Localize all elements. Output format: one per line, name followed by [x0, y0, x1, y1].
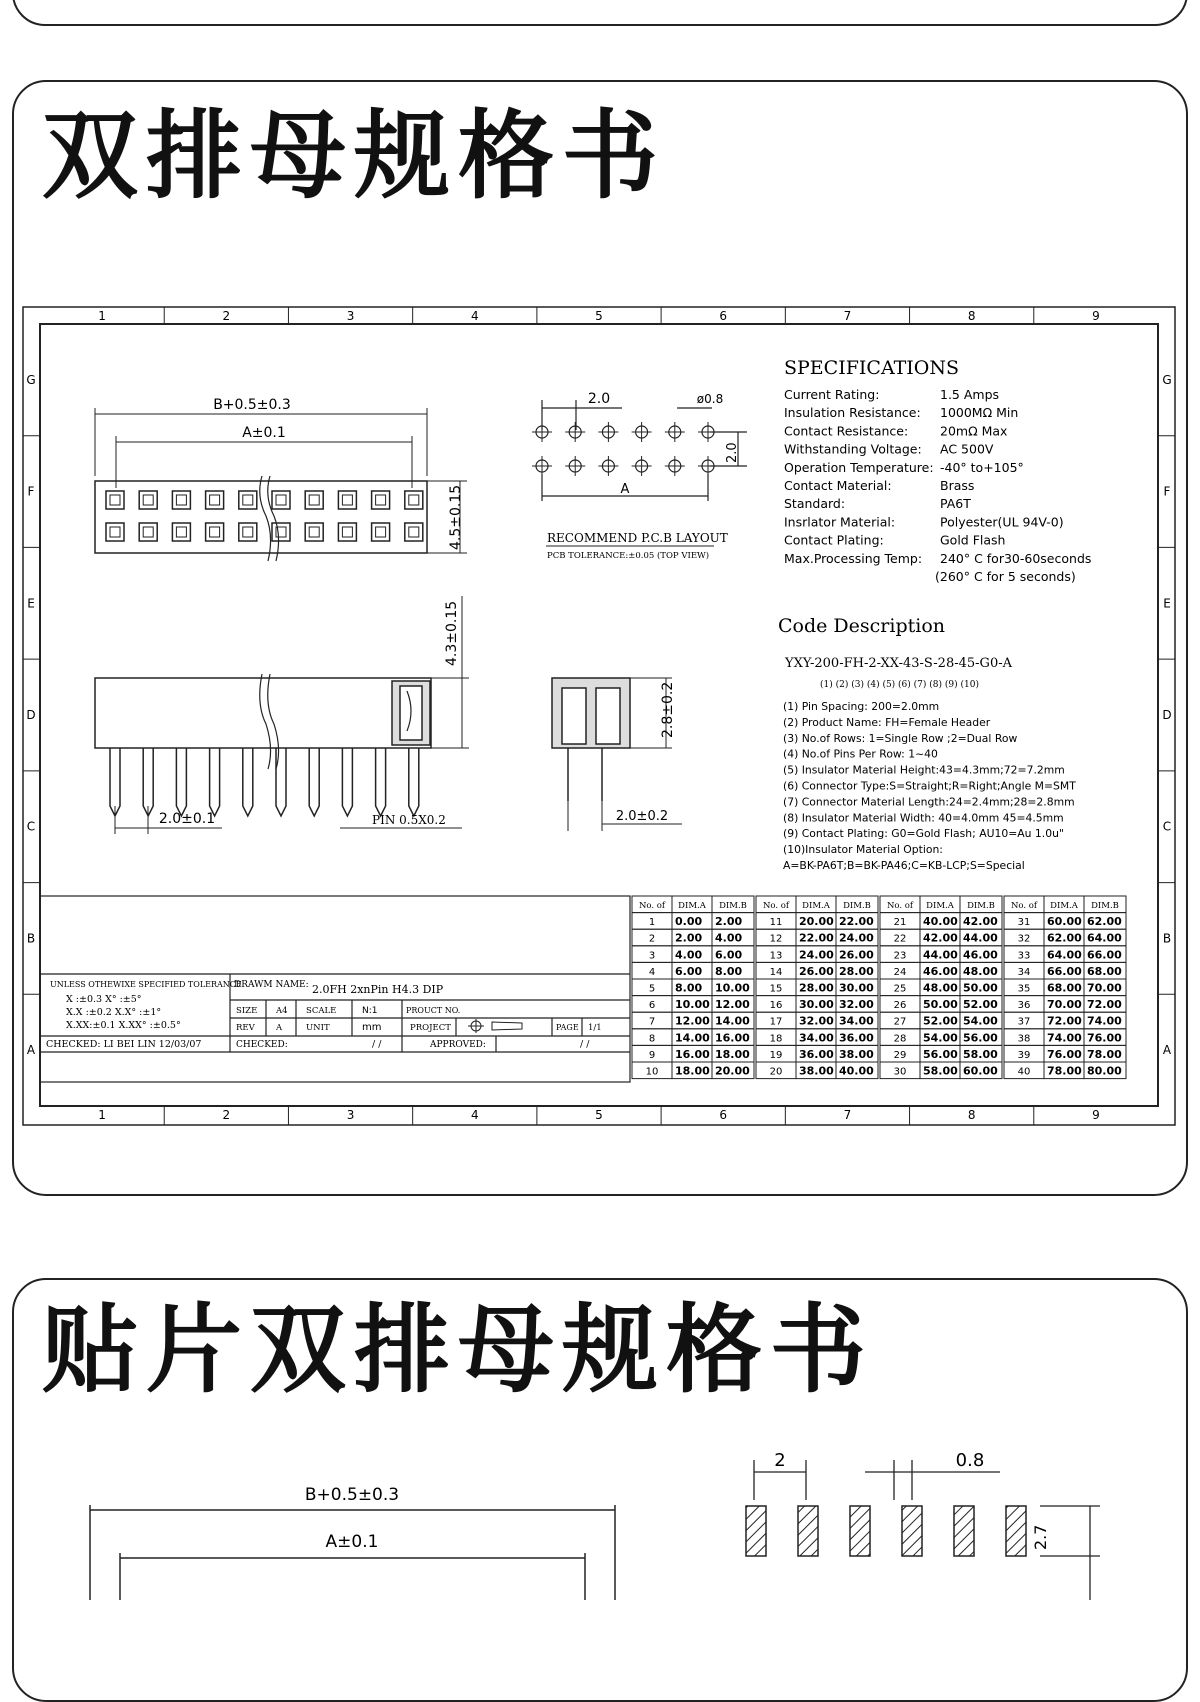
spec-label: Contact Resistance:	[784, 423, 909, 439]
checked-label: CHECKED:	[236, 1040, 288, 1050]
spec-value: 20mΩ Max	[940, 423, 1008, 439]
code-item: (5) Insulator Material Height:43=4.3mm;72=7.2mm	[783, 763, 1065, 777]
table-cell: 70.00	[1047, 998, 1082, 1012]
smd-pad	[850, 1506, 870, 1556]
code-item: (8) Insulator Material Width: 40=4.0mm 45=4.5mm	[783, 811, 1064, 825]
pcb-hole: ø0.8	[696, 392, 724, 406]
pin-socket	[405, 523, 423, 541]
table-cell: 62.00	[1087, 915, 1122, 929]
table-cell: 2	[648, 933, 656, 945]
pin-socket	[239, 491, 257, 509]
table-cell: 8.00	[715, 964, 743, 978]
table-cell: 42.00	[923, 931, 958, 945]
table-cell: 54.00	[963, 1014, 998, 1028]
table-cell: 7	[648, 1016, 656, 1028]
grid-column-label: 1	[98, 309, 106, 323]
spec-value: Polyester(UL 94V-0)	[940, 514, 1064, 530]
table-cell: 46.00	[963, 948, 998, 962]
pin-socket	[338, 491, 356, 509]
projection-symbol-icon	[468, 1019, 522, 1033]
table-cell: 6	[648, 1000, 656, 1012]
table-cell: 29	[893, 1049, 907, 1061]
table-cell: 8.00	[675, 981, 703, 995]
tolerance-row: X.X :±0.2 X.X° :±1°	[66, 1007, 162, 1018]
tolerance-title: UNLESS OTHEWIXE SPECIFIED TOLERANCE	[50, 980, 242, 989]
grid-column-label: 4	[470, 309, 479, 323]
table-cell: 16.00	[715, 1031, 750, 1045]
pin-lead	[342, 748, 352, 816]
table-cell: 36.00	[839, 1031, 874, 1045]
table-cell: 52.00	[923, 1014, 958, 1028]
page-value: 1/1	[588, 1023, 602, 1033]
table-cell: 38	[1017, 1033, 1031, 1045]
table-cell: 35	[1017, 983, 1031, 995]
table-cell: 11	[769, 917, 783, 929]
smd-pad	[798, 1506, 818, 1556]
spec-value: 240° C for30-60seconds	[940, 550, 1092, 566]
unit-label: UNIT	[306, 1023, 330, 1033]
side-pitch-label: 2.0±0.1	[158, 811, 216, 827]
unit-value: mm	[362, 1022, 382, 1033]
table-cell: 22.00	[839, 915, 874, 929]
table-cell: 40	[1017, 1066, 1031, 1078]
side-view	[95, 596, 469, 834]
grid-column-label: 1	[98, 1108, 106, 1122]
table-cell: 16.00	[675, 1047, 710, 1061]
pin-lead	[143, 748, 153, 816]
pin-lead	[409, 748, 419, 816]
grid-row-label: C	[26, 819, 36, 834]
table-cell: 78.00	[1087, 1047, 1122, 1061]
smd-drawing	[40, 1410, 1160, 1600]
table-cell: 2.00	[715, 915, 743, 929]
table-cell: 13	[769, 950, 783, 962]
pin-socket	[405, 491, 423, 509]
table-cell: 27	[893, 1016, 907, 1028]
code-item: (1) Pin Spacing: 200=2.0mm	[783, 700, 940, 713]
end-pitch-label: 2.0±0.2	[615, 809, 669, 824]
pcb-row-pitch: 2.0	[725, 442, 740, 463]
grid-row-label: C	[1162, 819, 1172, 834]
table-cell: 12	[769, 933, 783, 945]
scale-label: SCALE	[306, 1006, 337, 1016]
smd-pad-width: 0.8	[955, 1450, 985, 1471]
table-cell: 56.00	[963, 1031, 998, 1045]
table-cell: 28	[893, 1033, 907, 1045]
code-item: (9) Contact Plating: G0=Gold Flash; AU10=Au 1.0u"	[783, 827, 1064, 841]
table-cell: 26	[893, 1000, 907, 1012]
grid-column-label: 9	[1092, 1108, 1100, 1122]
pin-socket	[206, 523, 224, 541]
project-label: PROJECT	[410, 1023, 451, 1033]
pin-socket	[372, 491, 390, 509]
table-cell: 18	[769, 1033, 783, 1045]
pin-lead	[309, 748, 319, 816]
table-cell: 20	[769, 1066, 783, 1078]
table-cell: 30.00	[839, 981, 874, 995]
table-cell: 39	[1017, 1049, 1031, 1061]
pin-socket	[139, 523, 157, 541]
pin-socket	[206, 491, 224, 509]
table-header: DIM.B	[843, 901, 871, 911]
pin-socket	[172, 491, 190, 509]
size-label: SIZE	[236, 1006, 258, 1016]
checked-by: CHECKED: LI BEI LIN 12/03/07	[46, 1039, 202, 1050]
table-cell: 52.00	[963, 998, 998, 1012]
previous-section-card	[12, 0, 1188, 26]
table-cell: 28.00	[799, 981, 834, 995]
table-cell: 5	[648, 983, 656, 995]
grid-row-label: B	[1162, 931, 1172, 946]
table-cell: 42.00	[963, 915, 998, 929]
table-cell: 60.00	[1047, 915, 1082, 929]
table-header: No. of	[762, 901, 790, 911]
table-header: No. of	[638, 901, 666, 911]
table-cell: 80.00	[1087, 1064, 1122, 1078]
grid-column-label: 4	[470, 1108, 479, 1122]
grid-column-label: 7	[843, 1108, 852, 1122]
dimension-table	[632, 896, 1126, 1079]
spec-value: 1.5 Amps	[940, 387, 1000, 402]
table-header: DIM.A	[678, 901, 706, 911]
table-cell: 66.00	[1047, 964, 1082, 978]
checked-date: / /	[372, 1039, 382, 1050]
smd-dim-b: B+0.5±0.3	[304, 1485, 400, 1505]
table-cell: 6.00	[675, 964, 703, 978]
table-cell: 20.00	[715, 1064, 750, 1078]
pin-lead	[176, 748, 186, 816]
pin-lead	[276, 748, 286, 816]
table-cell: 56.00	[923, 1047, 958, 1061]
spec-label: Contact Plating:	[784, 532, 884, 548]
table-header: DIM.B	[967, 901, 995, 911]
code-item: (3) No.of Rows: 1=Single Row ;2=Dual Row	[783, 731, 1018, 745]
table-cell: 19	[769, 1049, 783, 1061]
grid-row-label: F	[1163, 484, 1171, 499]
table-cell: 33	[1017, 950, 1031, 962]
table-cell: 38.00	[839, 1047, 874, 1061]
grid-column-label: 8	[967, 309, 976, 323]
pin-socket	[172, 523, 190, 541]
spec-value: PA6T	[940, 496, 971, 512]
table-cell: 48.00	[963, 964, 998, 978]
spec-value: 1000MΩ Min	[940, 405, 1019, 421]
table-cell: 12.00	[675, 1014, 710, 1028]
dim-b-label: B+0.5±0.3	[213, 397, 291, 413]
side-height-label: 4.3±0.15	[444, 600, 460, 666]
table-cell: 18.00	[715, 1047, 750, 1061]
pin-socket	[305, 523, 323, 541]
table-cell: 17	[769, 1016, 783, 1028]
pin-lead	[110, 748, 120, 816]
page-label: PAGE	[556, 1023, 579, 1032]
table-cell: 4.00	[675, 948, 703, 962]
table-cell: 22	[893, 933, 907, 945]
grid-row-label: E	[27, 596, 35, 611]
table-cell: 16	[769, 1000, 783, 1012]
code-item: (6) Connector Type:S=Straight;R=Right;Angle M=SMT	[783, 779, 1076, 793]
table-cell: 4	[648, 966, 656, 978]
table-cell: 18.00	[675, 1064, 710, 1078]
table-header: DIM.B	[1091, 901, 1119, 911]
table-cell: 15	[769, 983, 783, 995]
grid-row-label: F	[27, 484, 35, 499]
spec-label: Insulation Resistance:	[784, 405, 921, 421]
table-cell: 58.00	[963, 1047, 998, 1061]
grid-column-label: 3	[346, 1108, 355, 1122]
pcb-span: A	[620, 482, 630, 497]
table-cell: 70.00	[1087, 981, 1122, 995]
table-cell: 8	[648, 1033, 656, 1045]
grid-row-label: B	[26, 931, 36, 946]
table-cell: 64.00	[1087, 931, 1122, 945]
table-header: DIM.A	[1050, 901, 1078, 911]
pin-socket	[106, 523, 124, 541]
table-cell: 72.00	[1087, 998, 1122, 1012]
grid-column-label: 8	[967, 1108, 976, 1122]
pin-socket	[305, 491, 323, 509]
table-cell: 38.00	[799, 1064, 834, 1078]
table-cell: 24.00	[839, 931, 874, 945]
table-cell: 24.00	[799, 948, 834, 962]
spec-label: Current Rating:	[784, 387, 880, 402]
grid-column-label: 2	[222, 1108, 231, 1122]
pin-socket	[239, 523, 257, 541]
pin-socket	[272, 523, 290, 541]
table-cell: 58.00	[923, 1064, 958, 1078]
table-cell: 48.00	[923, 981, 958, 995]
approved-label: APPROVED:	[430, 1040, 486, 1050]
section-title: 贴片双排母规格书	[42, 1294, 874, 1406]
table-header: DIM.B	[719, 901, 747, 911]
table-cell: 30.00	[799, 998, 834, 1012]
table-cell: 54.00	[923, 1031, 958, 1045]
table-header: No. of	[886, 901, 914, 911]
spec-label: Standard:	[784, 496, 846, 512]
table-cell: 44.00	[923, 948, 958, 962]
table-cell: 78.00	[1047, 1064, 1082, 1078]
table-cell: 32	[1017, 933, 1031, 945]
table-header: No. of	[1010, 901, 1038, 911]
table-cell: 74.00	[1047, 1031, 1082, 1045]
table-cell: 66.00	[1087, 948, 1122, 962]
grid-column-label: 6	[719, 309, 728, 323]
table-cell: 0.00	[675, 915, 703, 929]
scale-value: N:1	[362, 1006, 378, 1016]
table-cell: 36.00	[799, 1047, 834, 1061]
table-cell: 9	[648, 1049, 656, 1061]
spec-value: AC 500V	[940, 441, 994, 457]
code-markers: (1) (2) (3) (4) (5) (6) (7) (8) (9) (10)	[820, 680, 979, 690]
table-cell: 76.00	[1087, 1031, 1122, 1045]
table-header: DIM.A	[802, 901, 830, 911]
table-cell: 14.00	[675, 1031, 710, 1045]
spec-label: Max.Processing Temp:	[784, 550, 923, 566]
tolerance-row: X :±0.3 X° :±5°	[66, 994, 142, 1005]
table-cell: 40.00	[923, 915, 958, 929]
table-cell: 4.00	[715, 931, 743, 945]
height-label: 4.5±0.15	[448, 484, 464, 550]
table-cell: 62.00	[1047, 931, 1082, 945]
engineering-drawing	[22, 306, 1176, 1126]
table-cell: 14.00	[715, 1014, 750, 1028]
table-cell: 46.00	[923, 964, 958, 978]
pin-lead	[210, 748, 220, 816]
table-cell: 2.00	[675, 931, 703, 945]
grid-row-label: A	[1162, 1043, 1172, 1058]
smd-pad	[902, 1506, 922, 1556]
smd-pad	[954, 1506, 974, 1556]
table-cell: 1	[648, 917, 656, 929]
grid-row-label: G	[26, 372, 36, 387]
approved-date: / /	[580, 1039, 590, 1050]
section-title: 双排母规格书	[42, 100, 666, 212]
table-cell: 12.00	[715, 998, 750, 1012]
spec-label: Operation Temperature:	[784, 459, 934, 475]
grid-row-label: E	[1163, 596, 1171, 611]
table-cell: 34	[1017, 966, 1031, 978]
spec-label: Withstanding Voltage:	[784, 441, 922, 457]
code-heading: Code Description	[778, 615, 946, 637]
product-label: PROUCT NO.	[406, 1006, 461, 1015]
pin-socket	[272, 491, 290, 509]
spec-value: Gold Flash	[940, 532, 1006, 548]
grid-column-label: 7	[843, 309, 852, 323]
grid-column-label: 6	[719, 1108, 728, 1122]
table-cell: 25	[893, 983, 907, 995]
pin-lead	[243, 748, 253, 816]
spec-heading: SPECIFICATIONS	[784, 357, 960, 379]
table-cell: 50.00	[963, 981, 998, 995]
table-cell: 32.00	[799, 1014, 834, 1028]
table-cell: 76.00	[1047, 1047, 1082, 1061]
rev-value: A	[276, 1023, 283, 1033]
smd-dim-a: A±0.1	[325, 1532, 379, 1552]
code-item: (2) Product Name: FH=Female Header	[783, 715, 991, 729]
table-cell: 22.00	[799, 931, 834, 945]
spec-value: (260° C for 5 seconds)	[935, 569, 1076, 584]
table-cell: 31	[1017, 917, 1031, 929]
table-cell: 10.00	[715, 981, 750, 995]
table-cell: 32.00	[839, 998, 874, 1012]
table-cell: 28.00	[839, 964, 874, 978]
table-cell: 23	[893, 950, 907, 962]
table-cell: 74.00	[1087, 1014, 1122, 1028]
tolerance-row: X.XX:±0.1 X.XX° :±0.5°	[66, 1020, 181, 1031]
table-cell: 68.00	[1047, 981, 1082, 995]
grid-row-label: G	[1162, 372, 1172, 387]
drawn-label: DRAWM NAME:	[234, 980, 309, 990]
table-cell: 20.00	[799, 915, 834, 929]
table-cell: 40.00	[839, 1064, 874, 1078]
table-cell: 6.00	[715, 948, 743, 962]
pcb-pitch: 2.0	[587, 391, 611, 407]
grid-column-label: 3	[346, 309, 355, 323]
rev-label: REV	[236, 1023, 255, 1033]
table-cell: 14	[769, 966, 783, 978]
pcb-layout	[532, 400, 747, 501]
table-cell: 50.00	[923, 998, 958, 1012]
table-cell: 34.00	[839, 1014, 874, 1028]
drawn-value: 2.0FH 2xnPin H4.3 DIP	[312, 983, 444, 996]
code-string: YXY-200-FH-2-XX-43-S-28-45-G0-A	[785, 656, 1012, 671]
code-item: A=BK-PA6T;B=BK-PA46;C=KB-LCP;S=Special	[783, 859, 1025, 872]
grid-column-label: 9	[1092, 309, 1100, 323]
grid-row-label: D	[1162, 708, 1172, 722]
table-cell: 10	[645, 1066, 659, 1078]
table-cell: 34.00	[799, 1031, 834, 1045]
table-cell: 64.00	[1047, 948, 1082, 962]
grid-row-label: A	[26, 1043, 36, 1058]
code-item: (7) Connector Material Length:24=2.4mm;28=2.8mm	[783, 795, 1075, 809]
table-cell: 72.00	[1047, 1014, 1082, 1028]
table-cell: 26.00	[839, 948, 874, 962]
pin-lead	[376, 748, 386, 816]
pin-socket	[139, 491, 157, 509]
code-item: (10)Insulator Material Option:	[783, 843, 943, 857]
grid-column-label: 5	[595, 309, 603, 323]
grid-column-label: 5	[595, 1108, 603, 1122]
table-cell: 10.00	[675, 998, 710, 1012]
table-cell: 30	[893, 1066, 907, 1078]
smd-pad	[1006, 1506, 1026, 1556]
code-item: (4) No.of Pins Per Row: 1~40	[783, 747, 938, 761]
dim-a-label: A±0.1	[242, 425, 286, 441]
pin-socket	[338, 523, 356, 541]
table-cell: 44.00	[963, 931, 998, 945]
table-cell: 68.00	[1087, 964, 1122, 978]
table-cell: 24	[893, 966, 907, 978]
table-header: DIM.A	[926, 901, 954, 911]
size-value: A4	[276, 1006, 288, 1016]
pcb-layout-title: RECOMMEND P.C.B LAYOUT	[547, 531, 728, 545]
pin-socket	[106, 491, 124, 509]
pin-socket	[372, 523, 390, 541]
spec-label: Insrlator Material:	[784, 514, 896, 530]
table-cell: 37	[1017, 1016, 1031, 1028]
pin-size-label: PIN 0.5X0.2	[372, 813, 446, 827]
pcb-tolerance: PCB TOLERANCE:±0.05 (TOP VIEW)	[547, 551, 710, 561]
smd-pad	[746, 1506, 766, 1556]
grid-row-label: D	[26, 708, 36, 722]
grid-column-label: 2	[222, 309, 231, 323]
end-height-label: 2.8±0.2	[660, 681, 676, 738]
table-cell: 60.00	[963, 1064, 998, 1078]
spec-value: Brass	[940, 478, 975, 493]
spec-value: -40° to+105°	[940, 459, 1024, 475]
smd-pad-length: 2.7	[1031, 1524, 1050, 1550]
spec-label: Contact Material:	[784, 478, 892, 493]
table-cell: 21	[893, 917, 907, 929]
table-cell: 36	[1017, 1000, 1031, 1012]
smd-pitch: 2	[774, 1450, 786, 1471]
table-cell: 3	[648, 950, 656, 962]
table-cell: 26.00	[799, 964, 834, 978]
